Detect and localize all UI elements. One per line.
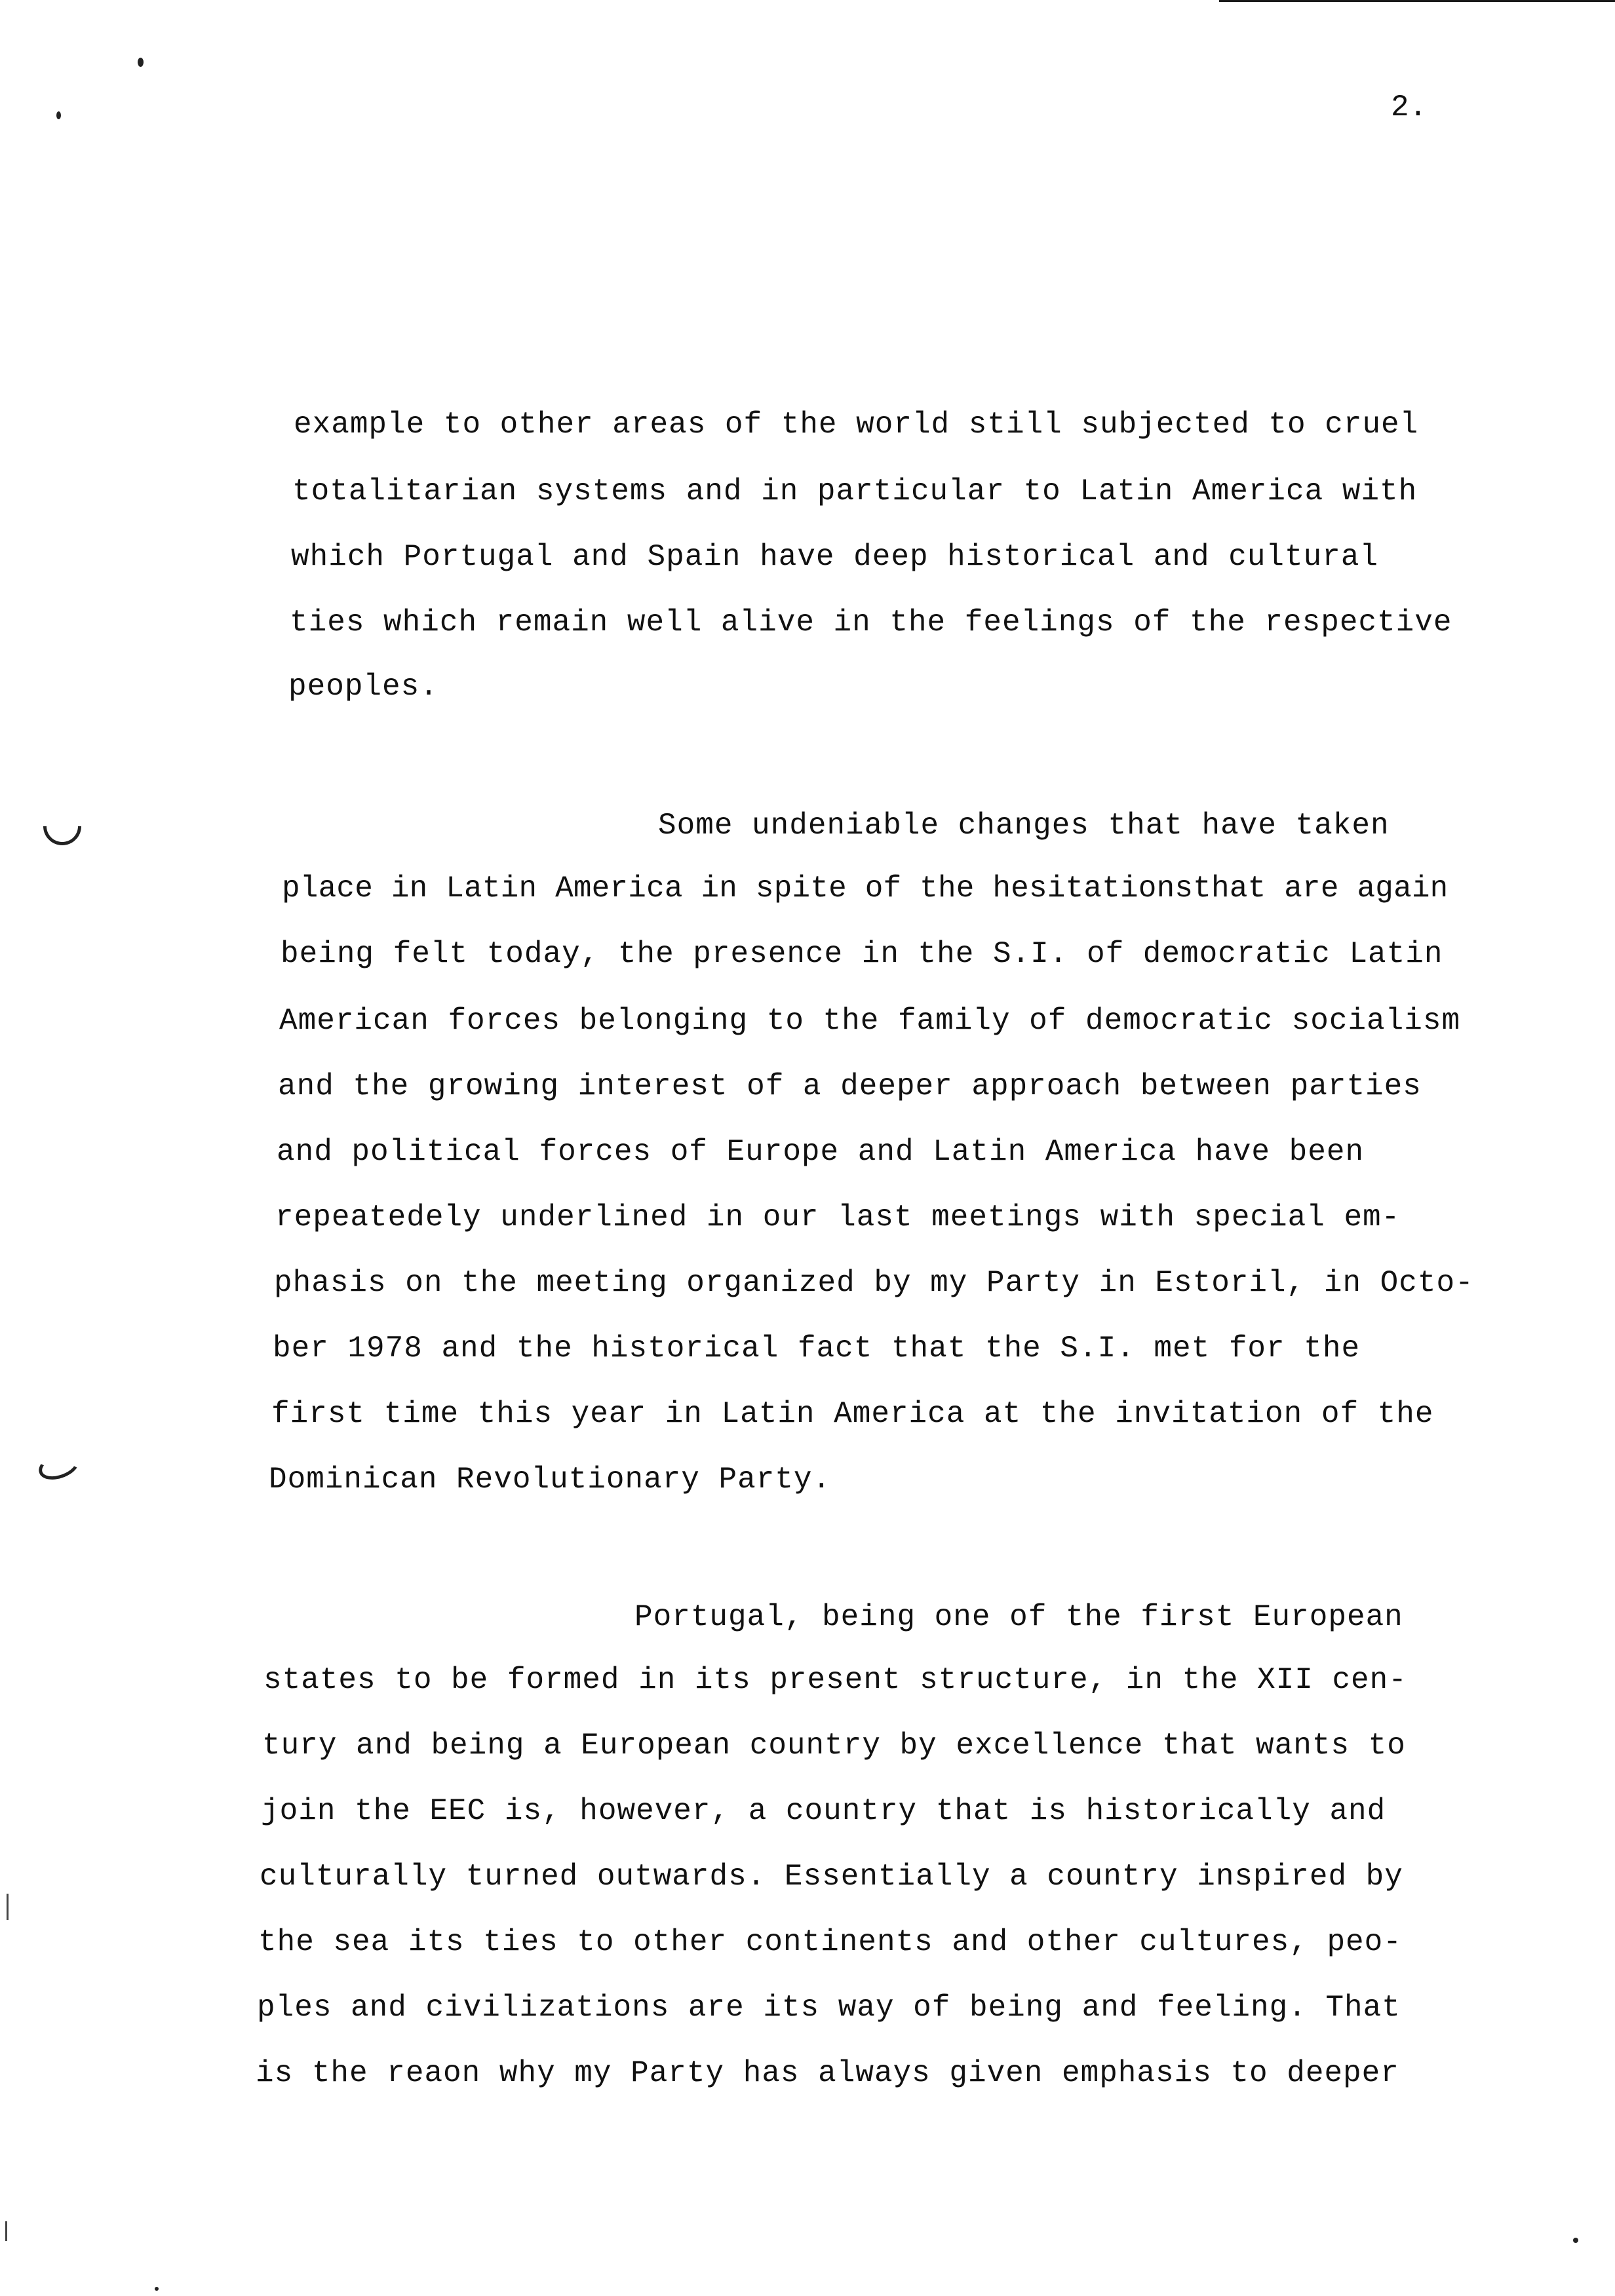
text-line: first time this year in Latin America at the invitation of the — [271, 1397, 1434, 1431]
text-line: ples and civilizations are its way of being and feeling. That — [257, 1991, 1401, 2025]
text-line: ber 1978 and the historical fact that the S.I. met for the — [273, 1331, 1361, 1366]
text-line: and political forces of Europe and Latin America have been — [277, 1135, 1365, 1169]
page-number: 2. — [1391, 90, 1428, 124]
text-line: phasis on the meeting organized by my Party in Estoril, in Octo- — [274, 1266, 1474, 1300]
punch-hole-mark-icon — [35, 1447, 83, 1485]
text-line: the sea its ties to other continents and other cultures, peo- — [258, 1925, 1402, 1959]
text-line: place in Latin America in spite of the hesitationsthat are again — [282, 871, 1449, 906]
text-line: tury and being a European country by excellence that wants to — [262, 1729, 1406, 1763]
text-line: being felt today, the presence in the S.I. of democratic Latin — [281, 937, 1443, 971]
text-line: culturally turned outwards. Essentially a country inspired by — [260, 1860, 1403, 1894]
scan-speck — [1573, 2238, 1578, 2243]
scan-speck — [56, 111, 61, 119]
text-line: example to other areas of the world still subjected to cruel — [294, 408, 1419, 442]
text-line: and the growing interest of a deeper approach between parties — [278, 1069, 1422, 1103]
text-line: repeatedely underlined in our last meetings with special em- — [275, 1200, 1401, 1234]
text-line: Some undeniable changes that have taken — [658, 809, 1390, 843]
text-line: ties which remain well alive in the feelings of the respective — [290, 605, 1452, 640]
text-line: totalitarian systems and in particular to Latin America with — [292, 474, 1418, 508]
top-edge-rule — [1219, 0, 1615, 2]
scan-speck — [138, 58, 144, 67]
text-line: Portugal, being one of the first European — [634, 1600, 1403, 1634]
text-line: is the reaon why my Party has always given emphasis to deeper — [256, 2056, 1399, 2090]
margin-tick — [5, 2221, 7, 2241]
text-line: American forces belonging to the family of democratic socialism — [279, 1004, 1461, 1038]
scan-speck — [155, 2287, 159, 2291]
text-line: which Portugal and Spain have deep historical and cultural — [291, 540, 1379, 574]
margin-tick — [7, 1894, 9, 1920]
text-line: states to be formed in its present structure, in the XII cen- — [263, 1663, 1407, 1697]
text-line: Dominican Revolutionary Party. — [269, 1463, 832, 1497]
punch-hole-mark-icon — [35, 799, 89, 853]
text-line: join the EEC is, however, a country that is historically and — [261, 1794, 1386, 1828]
text-line: peoples. — [288, 670, 438, 704]
